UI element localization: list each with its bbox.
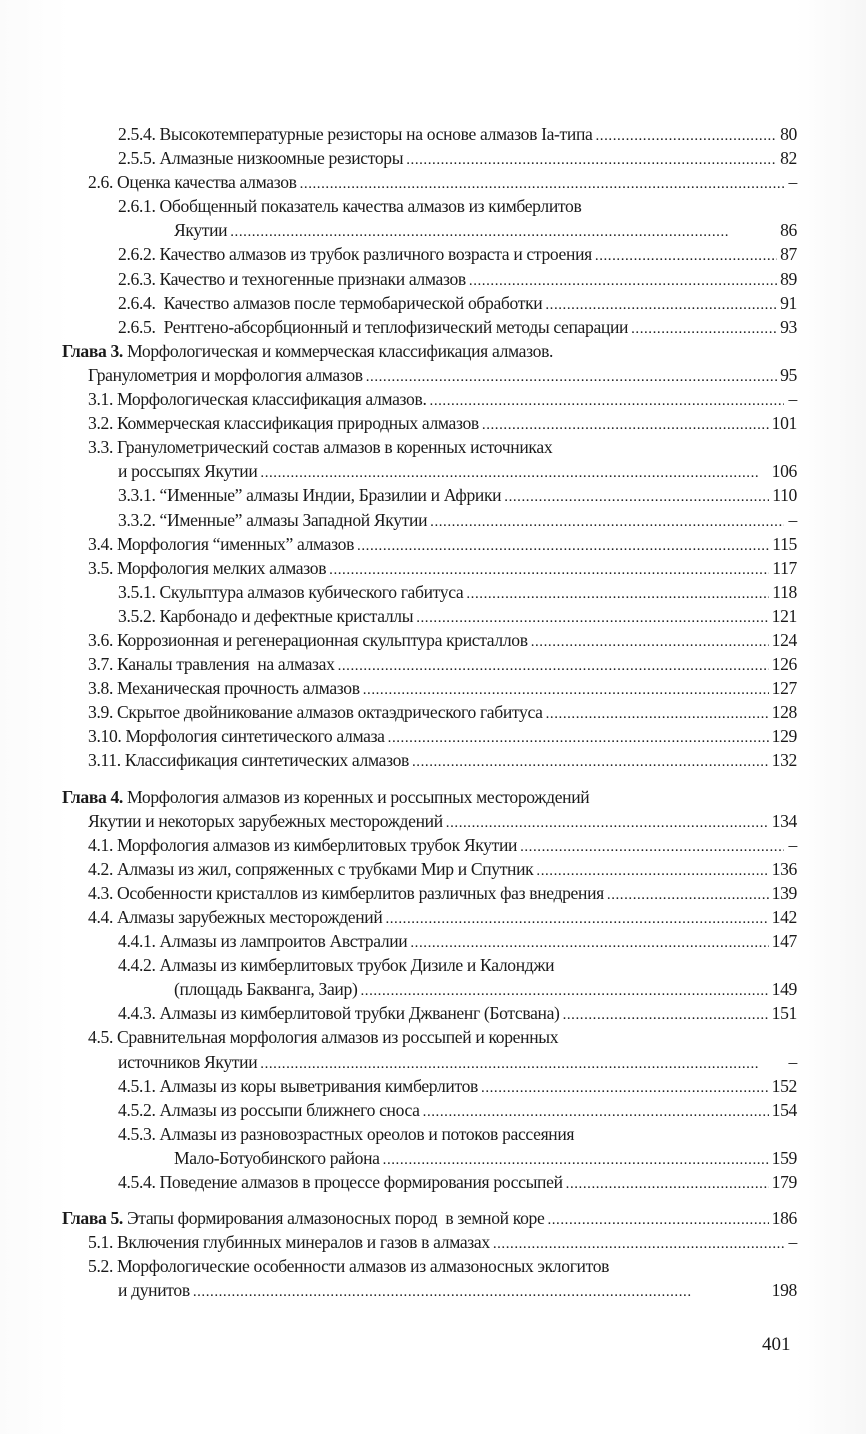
toc-entry-text: Морфология алмазов из коренных и россыпных месторождений: [122, 786, 590, 807]
toc-page-number: 136: [771, 858, 797, 879]
toc-entry-text: 3.5.2. Карбонадо и дефектные кристаллы: [118, 605, 414, 626]
toc-entry: [62, 218, 797, 242]
toc-page-number: 115: [772, 533, 797, 554]
dot-leader: [430, 387, 784, 413]
dot-leader: [329, 556, 769, 582]
dot-leader: [388, 724, 769, 750]
toc-entry-title: [118, 1050, 257, 1074]
toc-page-number: 142: [771, 907, 797, 927]
toc-entry-title: [118, 291, 542, 315]
toc-entry: [62, 748, 797, 772]
toc-entry: [62, 881, 797, 905]
dot-leader: [363, 676, 769, 702]
toc-entry-text: 4.5. Сравнительная морфология алмазов из россыпей и коренных: [88, 1027, 559, 1048]
toc-entry: [62, 700, 797, 724]
toc-entry-title: [118, 459, 257, 483]
dot-leader: [504, 483, 769, 509]
toc-entry-title: [174, 977, 357, 1001]
toc-entry-text: 2.6.5. Рентгено-абсорбционный и теплофизический методы сепарации: [118, 316, 629, 337]
toc-entry-title: [62, 785, 589, 809]
toc-page-number: 101: [771, 413, 797, 434]
chapter-label: Глава 5.: [62, 1208, 123, 1229]
toc-entry-title: [88, 724, 385, 748]
toc-entry-text: 4.4.2. Алмазы из кимберлитовых трубок Дизиле и Калонджи: [118, 955, 555, 976]
toc-entry-text: 3.11. Классификация синтетических алмазов: [88, 750, 409, 771]
toc-entry-text: Мало-Ботуобинского района: [174, 1147, 380, 1168]
toc-entry: [62, 1254, 797, 1278]
toc-page-number: 152: [771, 1075, 797, 1096]
toc-entry-text: 4.5.4. Поведение алмазов в процессе формирования россыпей: [118, 1172, 563, 1193]
toc-entry: [62, 1206, 797, 1230]
toc-entry-title: [118, 953, 554, 977]
toc-entry-title: [88, 652, 335, 676]
toc-entry-text: 2.5.5. Алмазные низкоомные резисторы: [118, 148, 404, 169]
toc-entry-title: [118, 1001, 560, 1025]
toc-entry-title: [118, 604, 413, 628]
toc-entry-title: [118, 315, 628, 339]
toc-page-number: 186: [771, 1208, 797, 1229]
toc-page-number: 128: [771, 702, 797, 723]
toc-page-number: –: [788, 389, 797, 410]
toc-entry: [62, 339, 797, 363]
toc-page-number: 82: [780, 148, 797, 169]
dot-leader: [446, 809, 769, 835]
toc-entry-title: [62, 1206, 544, 1230]
toc-page-number: –: [788, 834, 797, 855]
toc-entry: [62, 953, 797, 977]
toc-entry-title: [88, 170, 297, 194]
dot-leader: [416, 604, 768, 630]
toc-page-number: 139: [771, 882, 797, 903]
toc-entry-text: 4.4.3. Алмазы из кимберлитовой трубки Джваненг (Ботсвана): [118, 1003, 560, 1024]
dot-leader: [596, 122, 778, 148]
dot-leader: [520, 833, 784, 859]
toc-entry: [62, 1098, 797, 1122]
toc-entry-text: и россыпях Якутии: [118, 461, 258, 482]
toc-entry-title: [174, 1146, 380, 1170]
toc-entry-title: [88, 881, 604, 905]
toc-entry: [62, 363, 797, 387]
toc-page-number: 95: [780, 364, 797, 385]
toc-entry-title: [88, 676, 360, 700]
dot-leader: [410, 929, 768, 955]
toc-entry-title: [118, 508, 427, 532]
toc-entry-title: [88, 556, 326, 580]
toc-entry-title: [88, 1254, 609, 1278]
toc-page-number: –: [788, 1232, 797, 1253]
toc-entry-text: 2.5.4. Высокотемпературные резисторы на основе алмазов Ia-типа: [118, 124, 593, 144]
toc-page-number: 134: [771, 810, 797, 831]
toc-entry: [62, 170, 797, 194]
dot-leader: [406, 146, 777, 172]
toc-entry-title: [88, 1230, 490, 1254]
dot-leader: [607, 881, 769, 907]
toc-entry: [62, 122, 797, 146]
toc-entry: [62, 929, 797, 953]
toc-entry-title: [88, 905, 382, 929]
toc-entry: [62, 724, 797, 748]
toc-entry: [62, 459, 797, 483]
dot-leader: [595, 242, 777, 268]
dot-leader: [230, 218, 777, 244]
dot-leader: [547, 1206, 768, 1232]
toc-entry: [62, 1001, 797, 1025]
toc-entry-text: и дунитов: [118, 1280, 190, 1301]
toc-entry-title: [88, 411, 479, 435]
toc-entry: [62, 1278, 797, 1302]
toc-entry: [62, 977, 797, 1001]
dot-leader: [563, 1001, 769, 1027]
toc-entry-title: [118, 194, 581, 218]
dot-leader: [193, 1278, 769, 1304]
toc-entry: [62, 1025, 797, 1049]
toc-entry: [62, 483, 797, 507]
toc-entry-text: 2.6.2. Качество алмазов из трубок различного возраста и строения: [118, 244, 592, 265]
toc-entry-text: 3.3. Гранулометрический состав алмазов в коренных источниках: [88, 437, 553, 458]
toc-entry-text: Якутии: [174, 220, 228, 241]
toc-entry-title: [174, 218, 227, 242]
toc-entry: [62, 1122, 797, 1146]
dot-leader: [385, 905, 768, 931]
toc-entry-text: 3.2. Коммерческая классификация природных алмазов: [88, 413, 479, 434]
toc-page-number: 179: [771, 1172, 797, 1193]
toc-entry: [62, 676, 797, 700]
toc-entry-title: [118, 580, 463, 604]
toc-entry-text: 3.4. Морфология “именных” алмазов: [88, 533, 355, 554]
toc-entry-text: 3.7. Каналы травления на алмазах: [88, 654, 335, 675]
toc-page-number: –: [788, 172, 797, 193]
toc-page-number: 87: [780, 244, 797, 265]
toc-entry-text: 3.10. Морфология синтетического алмаза: [88, 726, 385, 747]
toc-entry-title: [88, 532, 354, 556]
toc-entry: [62, 508, 797, 532]
toc-entry: [62, 387, 797, 411]
toc-entry-title: [118, 483, 501, 507]
dot-leader: [260, 1050, 784, 1076]
toc-entry-text: 2.6.3. Качество и техногенные признаки алмазов: [118, 268, 466, 289]
toc-entry-title: [88, 435, 552, 459]
toc-entry-title: [88, 748, 409, 772]
toc-page-number: 149: [771, 979, 797, 1000]
toc-page-number: 198: [771, 1280, 797, 1301]
toc-entry-text: 5.1. Включения глубинных минералов и газов в алмазах: [88, 1232, 490, 1253]
toc-entry: [62, 1230, 797, 1254]
toc-entry-title: [118, 1122, 574, 1146]
chapter-label: Глава 3.: [62, 340, 123, 361]
dot-leader: [412, 748, 769, 774]
toc-page-number: 118: [772, 581, 797, 602]
toc-entry: [62, 291, 797, 315]
dot-leader: [545, 291, 777, 317]
toc-entry-title: [88, 857, 533, 881]
toc-entry: [62, 905, 797, 929]
toc-entry-text: 4.4.1. Алмазы из лампроитов Австралии: [118, 931, 408, 952]
toc-entry-text: 2.6.4. Качество алмазов после термобарической обработки: [118, 292, 543, 313]
toc-entry-text: 4.2. Алмазы из жил, сопряженных с трубками Мир и Спутник: [88, 858, 534, 879]
toc-page-number: 126: [771, 654, 797, 675]
toc-entry-title: [118, 267, 466, 291]
toc-page-number: 86: [780, 220, 797, 241]
dot-leader: [469, 267, 777, 293]
toc-entry-title: [118, 122, 593, 146]
toc-page-number: 117: [772, 557, 797, 578]
toc-entry-title: [118, 929, 407, 953]
toc-entry-text: 3.5.1. Скульптура алмазов кубического габитуса: [118, 581, 464, 602]
toc-entry-title: [118, 1074, 478, 1098]
toc-entry-title: [88, 833, 517, 857]
toc-page-number: 127: [771, 678, 797, 699]
toc-entry: [62, 315, 797, 339]
dot-leader: [300, 170, 784, 196]
toc-page-number: 124: [771, 629, 797, 650]
toc-entry: [62, 833, 797, 857]
dot-leader: [481, 1074, 769, 1100]
toc-page-number: 93: [780, 316, 797, 337]
toc-entry-title: [88, 387, 427, 411]
toc-entry: [62, 411, 797, 435]
dot-leader: [383, 1146, 769, 1172]
toc-page-number: –: [788, 509, 797, 530]
toc-entry-text: 3.5. Морфология мелких алмазов: [88, 557, 327, 578]
toc-page-number: 147: [771, 931, 797, 952]
toc-entry: [62, 1170, 797, 1194]
toc-entry-title: [118, 1098, 420, 1122]
toc-entry: [62, 785, 797, 809]
toc-entry: [62, 1074, 797, 1098]
toc-entry-title: [88, 363, 363, 387]
toc-page-number: 159: [771, 1147, 797, 1168]
toc-entry: [62, 580, 797, 604]
toc-entry: [62, 604, 797, 628]
chapter-label: Глава 4.: [62, 786, 123, 807]
toc-entry-text: 5.2. Морфологические особенности алмазов из алмазоносных эклогитов: [88, 1256, 610, 1277]
toc-entry-text: 3.9. Скрытое двойникование алмазов октаэдрического габитуса: [88, 702, 543, 723]
toc-page-number: 106: [771, 461, 797, 482]
toc-entry: [62, 242, 797, 266]
toc-page-number: 129: [771, 726, 797, 747]
dot-leader: [466, 580, 769, 606]
toc-entry: [62, 532, 797, 556]
toc-page-number: 151: [771, 1003, 797, 1024]
toc-page-number: –: [788, 1051, 797, 1072]
toc-page-number: 110: [772, 485, 797, 506]
toc-entry-text: 4.5.1. Алмазы из коры выветривания кимберлитов: [118, 1075, 479, 1096]
toc-entry: [62, 628, 797, 652]
dot-leader: [357, 532, 769, 558]
table-of-contents: [62, 122, 797, 1303]
toc-entry-text: 2.6. Оценка качества алмазов: [88, 172, 297, 193]
dot-leader: [566, 1170, 769, 1196]
toc-entry-title: [88, 628, 528, 652]
toc-entry-text: Якутии и некоторых зарубежных месторождений: [88, 810, 443, 831]
toc-entry-text: 4.3. Особенности кристаллов из кимберлитов различных фаз внедрения: [88, 882, 604, 903]
toc-entry-title: [118, 1170, 563, 1194]
toc-entry-text: Гранулометрия и морфология алмазов: [88, 364, 363, 385]
dot-leader: [482, 411, 769, 437]
dot-leader: [430, 508, 784, 534]
toc-entry-title: [88, 809, 443, 833]
toc-entry-text: источников Якутии: [118, 1051, 258, 1072]
dot-leader: [338, 652, 769, 678]
toc-page-number: 132: [771, 750, 797, 771]
toc-entry: [62, 194, 797, 218]
dot-leader: [360, 977, 768, 1003]
toc-entry-text: 2.6.1. Обобщенный показатель качества алмазов из кимберлитов: [118, 196, 582, 217]
dot-leader: [631, 315, 777, 341]
toc-page-number: 89: [780, 268, 797, 289]
toc-entry: [62, 1050, 797, 1074]
toc-entry-text: 3.1. Морфологическая классификация алмазов.: [88, 389, 427, 410]
toc-entry: [62, 556, 797, 580]
toc-entry-text: 4.5.3. Алмазы из разновозрастных ореолов и потоков рассеяния: [118, 1123, 575, 1144]
toc-entry: [62, 857, 797, 881]
toc-page-number: 80: [780, 124, 797, 144]
toc-entry-text: Морфологическая и коммерческая классификация алмазов.: [122, 340, 554, 361]
toc-page-number: 121: [771, 605, 797, 626]
toc-entry: [62, 146, 797, 170]
page-number: 401: [762, 1334, 791, 1355]
toc-entry-text: 3.3.1. “Именные” алмазы Индии, Бразилии и Африки: [118, 485, 502, 506]
toc-entry: [62, 1146, 797, 1170]
toc-page-number: 91: [780, 292, 797, 313]
toc-entry-text: 4.5.2. Алмазы из россыпи ближнего сноса: [118, 1099, 420, 1120]
dot-leader: [366, 363, 777, 389]
toc-entry-text: 4.4. Алмазы зарубежных месторождений: [88, 907, 383, 927]
toc-entry-text: 4.1. Морфология алмазов из кимберлитовых трубок Якутии: [88, 834, 518, 855]
toc-entry-text: Этапы формирования алмазоносных пород в земной коре: [122, 1208, 545, 1229]
toc-entry-title: [62, 339, 553, 363]
toc-entry-text: (площадь Бакванга, Заир): [174, 979, 358, 1000]
dot-leader: [260, 459, 768, 485]
toc-entry-title: [118, 146, 403, 170]
dot-leader: [423, 1098, 769, 1124]
dot-leader: [531, 628, 769, 654]
toc-page-number: 154: [771, 1099, 797, 1120]
dot-leader: [546, 700, 769, 726]
dot-leader: [493, 1230, 784, 1256]
toc-entry: [62, 267, 797, 291]
toc-entry-text: 3.6. Коррозионная и регенерационная скульптура кристаллов: [88, 629, 528, 650]
toc-entry-title: [88, 700, 543, 724]
toc-entry: [62, 652, 797, 676]
dot-leader: [536, 857, 768, 883]
toc-entry-text: 3.8. Механическая прочность алмазов: [88, 678, 360, 699]
toc-entry-text: 3.3.2. “Именные” алмазы Западной Якутии: [118, 509, 428, 530]
toc-entry: [62, 809, 797, 833]
toc-entry: [62, 435, 797, 459]
toc-entry-title: [88, 1025, 558, 1049]
toc-entry-title: [118, 1278, 190, 1302]
toc-entry-title: [118, 242, 592, 266]
